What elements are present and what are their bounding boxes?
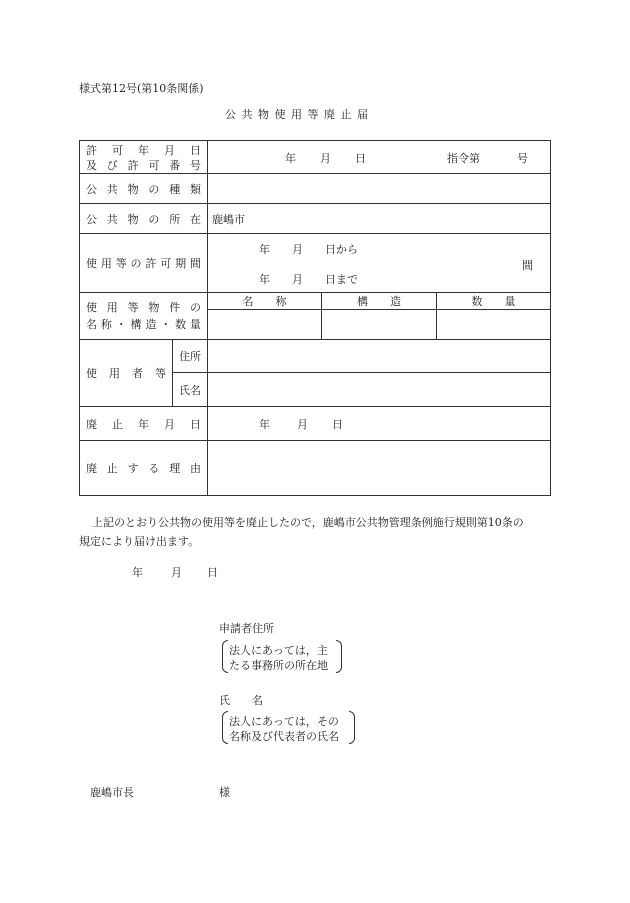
abolish-day: 日 xyxy=(332,418,343,431)
permit-directive: 指令第 xyxy=(447,152,480,165)
col-quantity-header: 数 量 xyxy=(471,295,516,308)
honorific: 様 xyxy=(219,786,230,799)
item-label-line1: 使 用 等 物 件 の xyxy=(86,300,201,314)
form-title: 公 共 物 使 用 等 廃 止 届 xyxy=(225,108,369,121)
permit-label-line2: 及 び 許 可 番 号 xyxy=(86,159,201,172)
statement-line2: 規定により届け出ます。 xyxy=(79,535,200,548)
period-label: 使 用 等 の 許 可 期 間 xyxy=(86,257,201,270)
abolish-date-label: 廃 止 年 月 日 xyxy=(86,417,201,431)
period-unit: 間 xyxy=(522,259,533,272)
name-note-line1: 法人にあっては，その xyxy=(229,715,339,728)
submission-month: 月 xyxy=(171,566,182,579)
permit-year: 年 xyxy=(285,152,296,165)
type-label: 公 共 物 の 種 類 xyxy=(86,182,201,196)
location-value: 鹿嶋市 xyxy=(212,212,245,226)
period-to: 年 月 日まで xyxy=(259,273,358,286)
applicant-name-label: 氏 名 xyxy=(219,694,263,707)
permit-number-suffix: 号 xyxy=(517,152,528,165)
user-name-label: 氏名 xyxy=(179,383,201,397)
abolish-month: 月 xyxy=(297,418,308,431)
abolish-year: 年 xyxy=(259,418,270,431)
period-from: 年 月 日から xyxy=(259,243,358,256)
address-note-line1: 法人にあっては，主 xyxy=(229,644,328,657)
item-label-line2: 名 称 ・ 構 造 ・ 数 量 xyxy=(86,317,201,331)
user-address-label: 住所 xyxy=(179,350,201,363)
reason-label: 廃 止 す る 理 由 xyxy=(86,462,201,475)
submission-day: 日 xyxy=(207,566,218,579)
submission-year: 年 xyxy=(132,566,143,579)
col-name-header: 名 称 xyxy=(242,295,287,308)
permit-day: 日 xyxy=(355,152,366,165)
statement-line1: 上記のとおり公共物の使用等を廃止したので，鹿嶋市公共物管理条例施行規則第10条の xyxy=(92,516,524,529)
permit-month: 月 xyxy=(320,152,331,165)
address-note-line2: たる事務所の所在地 xyxy=(229,659,328,672)
user-label: 使 用 者 等 xyxy=(86,367,166,380)
col-structure-header: 構 造 xyxy=(357,295,401,308)
permit-label-line1: 許 可 年 月 日 xyxy=(86,144,201,157)
location-label: 公 共 物 の 所 在 xyxy=(86,212,201,226)
name-note-line2: 名称及び代表者の氏名 xyxy=(229,730,339,743)
addressee: 鹿嶋市長 xyxy=(90,786,134,799)
applicant-address-label: 申請者住所 xyxy=(219,622,274,635)
form-number: 様式第12号(第10条関係) xyxy=(79,82,204,95)
